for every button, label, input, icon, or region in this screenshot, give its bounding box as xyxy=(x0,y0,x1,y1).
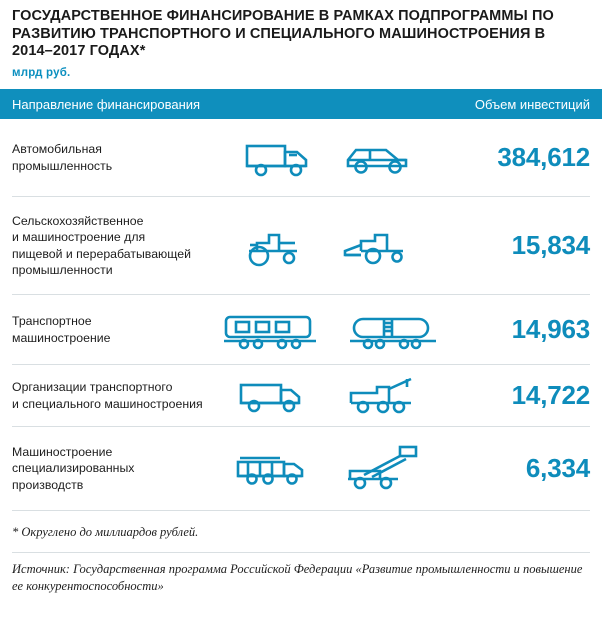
row-value: 14,722 xyxy=(511,380,590,411)
row-label-line: Транспортное xyxy=(12,314,92,329)
column-header-investments: Объем инвестиций xyxy=(474,96,590,112)
row-icons xyxy=(217,136,445,180)
row-icons xyxy=(217,443,445,495)
row-label-line: Машиностроение xyxy=(12,445,113,460)
row-label-line: машиностроение xyxy=(12,330,111,345)
units-label: млрд руб. xyxy=(12,67,71,80)
table-row xyxy=(12,427,590,511)
row-label-line: промышленности xyxy=(12,262,113,277)
combine-harvester-icon xyxy=(337,223,423,269)
title-block xyxy=(0,0,602,79)
row-label-line: и машиностроение для xyxy=(12,230,146,245)
row-label xyxy=(12,313,217,345)
van-icon xyxy=(237,375,317,417)
row-label-line: Организации транспортного xyxy=(12,380,173,395)
row-icons xyxy=(217,223,445,269)
passenger-railcar-icon xyxy=(220,309,324,351)
row-label-line: Автомобильная xyxy=(12,142,102,157)
car-icon xyxy=(342,136,418,180)
crane-truck-icon xyxy=(339,373,425,419)
lift-platform-icon xyxy=(342,443,428,495)
row-label-line: производств xyxy=(12,477,84,492)
source-note: Источник: Государственная программа Российской Федерации «Развитие промышленности и повышение ее конкурентоспособности» xyxy=(12,562,583,593)
row-label-line: Сельскохозяйственное xyxy=(12,214,144,229)
row-value: 14,963 xyxy=(511,314,590,345)
row-label xyxy=(12,213,217,278)
table-row xyxy=(12,365,590,427)
table-row xyxy=(12,197,590,295)
row-icons xyxy=(217,373,445,419)
tractor-icon xyxy=(239,223,315,269)
table-row xyxy=(12,295,590,365)
truck-icon xyxy=(244,136,320,180)
table-body xyxy=(0,119,602,511)
row-label-line: пищевой и перерабатывающей xyxy=(12,246,191,261)
footnote-asterisk: * Округлено до миллиардов рублей. xyxy=(12,525,199,540)
row-label xyxy=(12,141,217,173)
row-label xyxy=(12,444,217,493)
row-label-line: и специального машиностроения xyxy=(12,396,203,411)
column-header-direction: Направление финансирования xyxy=(12,96,201,112)
fire-truck-icon xyxy=(234,448,320,490)
table-row xyxy=(12,119,590,197)
row-label-line: специализированных xyxy=(12,461,135,476)
row-value: 15,834 xyxy=(511,230,590,261)
row-icons xyxy=(217,309,445,351)
row-value: 384,612 xyxy=(497,142,590,173)
row-value: 6,334 xyxy=(525,453,590,484)
table-header xyxy=(0,89,602,119)
page-title: ГОСУДАРСТВЕННОЕ ФИНАНСИРОВАНИЕ В РАМКАХ ПОДПРОГРАММЫ ПО РАЗВИТИЮ ТРАНСПОРТНОГО И СПЕЦИАЛЬНОГО МАШИНОСТРОЕНИЯ В 2014–2017 ГОДАХ* xyxy=(12,8,554,60)
row-label-line: промышленность xyxy=(12,158,113,173)
row-label xyxy=(12,379,217,411)
tank-railcar-icon xyxy=(346,309,442,351)
